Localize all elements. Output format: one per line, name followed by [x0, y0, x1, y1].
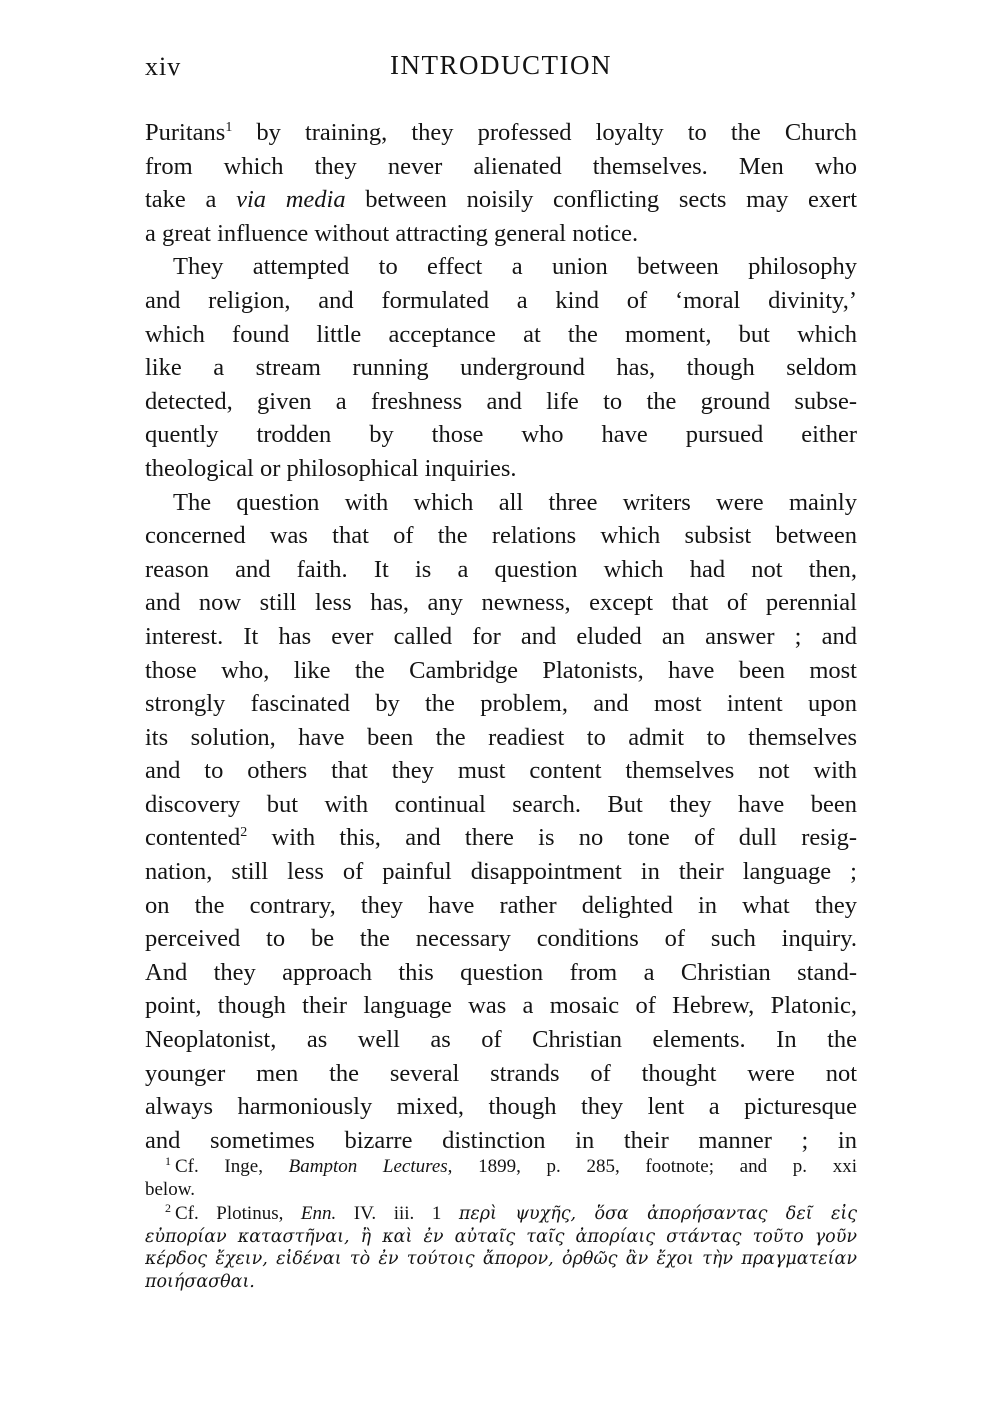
footnotes — [145, 1156, 857, 1295]
page-number: xiv — [145, 52, 182, 81]
text-line: on the contrary, they have rather delighted in what they — [145, 891, 857, 919]
paragraph-start-line: The question with which all three writers were mainly — [173, 488, 857, 516]
footnote-2 — [145, 1203, 857, 1293]
text-fragment: IV. iii. 1 — [336, 1203, 459, 1224]
text-fragment: take a — [145, 186, 237, 214]
greek-quotation-line: εὐπορίαν καταστῆναι, ἢ καὶ ἐν αὐταῖς ταῖς ἀπορίαις στάντας τοῦτο γοῦν — [145, 1226, 857, 1247]
book-page — [145, 48, 857, 1388]
text-line: theological or philosophical inquiries. — [145, 454, 517, 482]
text-fragment: , 1899, p. 285, footnote; and p. xxi — [447, 1156, 857, 1177]
footnote-line — [145, 1156, 857, 1179]
text-line: like a stream running underground has, though seldom — [145, 354, 857, 382]
text-line: detected, given a freshness and life to the ground subse- — [145, 387, 857, 415]
text-line: reason and faith. It is a question which had not then, — [145, 555, 857, 583]
text-line: interest. It has ever called for and eluded an answer ; and — [145, 622, 857, 650]
text-line: And they approach this question from a Christian stand- — [145, 958, 857, 986]
footnote-mark: 1 — [165, 1156, 171, 1168]
text-line: concerned was that of the relations which subsist between — [145, 522, 857, 550]
text-line: and religion, and formulated a kind of ‘moral divinity,’ — [145, 286, 857, 314]
footnote-reference[interactable]: 1 — [225, 120, 233, 135]
text-line — [145, 183, 857, 217]
text-line: perceived to be the necessary conditions of such inquiry. — [145, 925, 857, 953]
greek-quotation: περὶ ψυχῆς, ὅσα ἀπορήσαντας δεῖ εἰς — [458, 1204, 857, 1224]
text-line — [145, 821, 857, 855]
cited-title: Enn. — [300, 1203, 337, 1224]
text-line: nation, still less of painful disappointment in their language ; — [145, 858, 857, 886]
paragraph-start-line: They attempted to effect a union between philosophy — [173, 253, 857, 281]
cited-title: Bampton Lectures — [288, 1156, 448, 1177]
text-line: younger men the several strands of thought were not — [145, 1059, 857, 1087]
footnote-line — [145, 1203, 857, 1226]
text-fragment: contented — [145, 824, 241, 852]
footnote-mark: 2 — [165, 1203, 171, 1215]
text-line: and to others that they must content themselves not with — [145, 757, 857, 785]
text-fragment: Puritans — [145, 119, 226, 146]
text-line: those who, like the Cambridge Platonists, have been most — [145, 656, 857, 684]
text-line: which found little acceptance at the moment, but which — [145, 320, 857, 348]
text-line: point, though their language was a mosaic of Hebrew, Platonic, — [145, 992, 857, 1020]
text-line: always harmoniously mixed, though they lent a picturesque — [145, 1093, 857, 1121]
text-fragment: Cf. Plotinus, — [175, 1203, 301, 1224]
text-line — [145, 116, 857, 150]
text-line: a great influence without attracting general notice. — [145, 219, 639, 247]
text-line: from which they never alienated themselves. Men who — [145, 152, 857, 180]
text-fragment: by training, they professed loyalty to the Church — [232, 119, 857, 146]
footnote-reference[interactable]: 2 — [240, 825, 248, 841]
text-line: strongly fascinated by the problem, and most intent upon — [145, 690, 857, 718]
text-line: discovery but with continual search. But they have been — [145, 790, 857, 818]
text-line: its solution, have been the readiest to admit to themselves — [145, 723, 857, 751]
footnote-line: below. — [145, 1178, 195, 1200]
emphasis-via-media: via media — [236, 186, 346, 214]
text-line: and now still less has, any newness, except that of perennial — [145, 589, 857, 617]
text-fragment: with this, and there is no tone of dull resig- — [247, 824, 857, 852]
main-text — [145, 116, 857, 1157]
text-fragment: between noisily conflicting sects may exert — [345, 186, 857, 214]
text-line: Neoplatonist, as well as of Christian elements. In the — [145, 1026, 857, 1054]
greek-quotation-line: ποιήσασθαι. — [145, 1271, 255, 1292]
greek-quotation-line: κέρδος ἔχειν, εἰδέναι τὸ ἐν τούτοις ἄπορον, ὀρθῶς ἂν ἔχοι τὴν πραγματείαν — [145, 1249, 857, 1269]
footnote-1 — [145, 1156, 857, 1201]
text-line: and sometimes bizarre distinction in their manner ; in — [145, 1126, 857, 1154]
text-line: quently trodden by those who have pursued either — [145, 421, 857, 449]
text-fragment: Cf. Inge, — [175, 1156, 289, 1177]
running-title: INTRODUCTION — [390, 50, 612, 80]
running-head — [145, 48, 857, 94]
